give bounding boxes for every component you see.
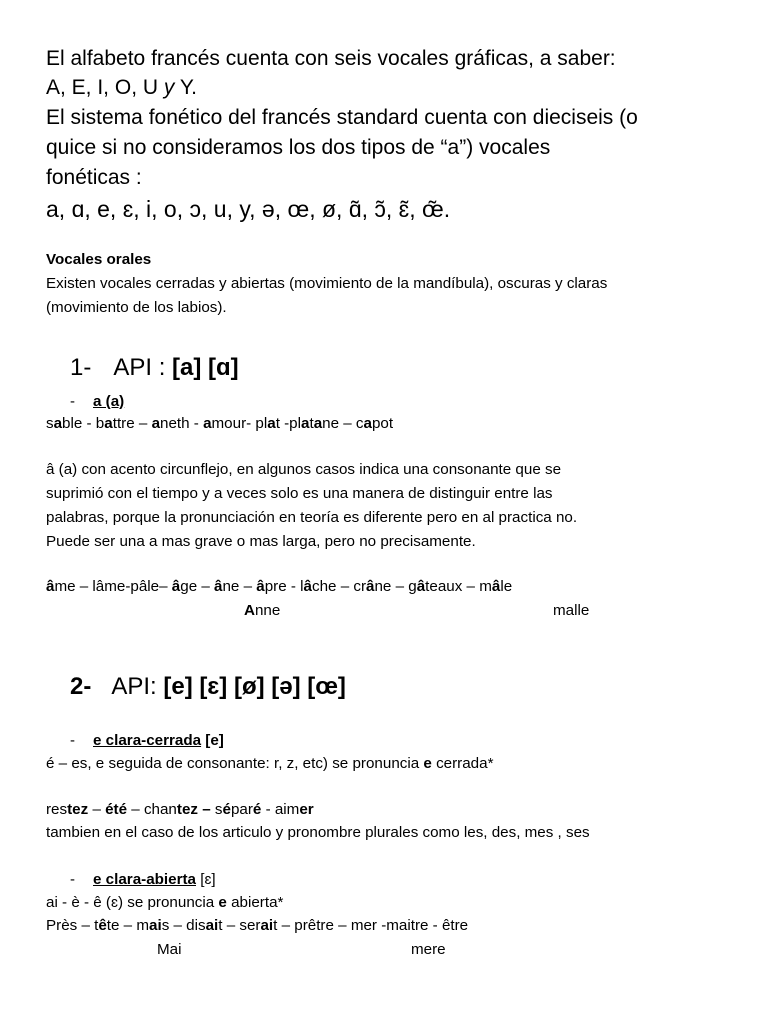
word-segment: ne – c bbox=[322, 415, 364, 432]
bold-vowel-segment: â bbox=[214, 578, 223, 595]
bullet-dash: - bbox=[70, 732, 75, 749]
subheading-e-abierta-label: e clara-abierta bbox=[93, 871, 196, 888]
intro-line-5: fonéticas : bbox=[46, 166, 142, 189]
word-segment: – chan bbox=[127, 801, 177, 818]
subheading-e-cerrada bbox=[93, 729, 224, 753]
section-2-api-label: API: bbox=[111, 673, 164, 700]
e-abierta-rule-text: ai - è - ê (ɛ) se pronuncia bbox=[46, 894, 219, 911]
bold-vowel-segment: tez bbox=[67, 801, 89, 818]
word-segment: s bbox=[210, 801, 223, 818]
subheading-e-cerrada-symbol: [e] bbox=[201, 732, 224, 749]
word-segment: ble - b bbox=[62, 415, 105, 432]
bold-vowel-segment: â bbox=[256, 578, 265, 595]
word-segment: ge – bbox=[180, 578, 215, 595]
e-cerrada-example-words bbox=[46, 798, 314, 822]
word-segment: teaux – m bbox=[425, 578, 492, 595]
section-2-number: 2- bbox=[70, 673, 92, 700]
malle-word: malle bbox=[553, 602, 590, 619]
section-2-heading bbox=[70, 673, 346, 701]
circumflex-paragraph-3: palabras, porque la pronunciación en teoría es diferente pero en al practica no. bbox=[46, 509, 578, 526]
bold-vowel-segment: é bbox=[222, 801, 231, 818]
section-1-ipa-symbols: [a] [ɑ] bbox=[172, 354, 239, 381]
e-abierta-rule bbox=[46, 891, 283, 915]
e-cerrada-note: tambien en el caso de los articulo y pronombre plurales como les, des, mes , ses bbox=[46, 824, 590, 841]
bold-vowel-segment: â bbox=[416, 578, 426, 595]
subheading-e-cerrada-label: e clara-cerrada bbox=[93, 732, 202, 749]
orales-text-2: (movimiento de los labios). bbox=[46, 299, 227, 316]
anne-word bbox=[244, 599, 280, 623]
bullet-dash: - bbox=[70, 871, 75, 888]
orales-heading: Vocales orales bbox=[46, 251, 152, 268]
subheading-a: a (a) bbox=[93, 393, 125, 410]
anne-rest: nne bbox=[254, 602, 281, 619]
word-segment: pot bbox=[371, 415, 394, 432]
bold-vowel-segment: ai bbox=[260, 917, 274, 934]
word-segment: Près – t bbox=[46, 917, 99, 934]
e-cerrada-rule-letter: e bbox=[423, 755, 432, 772]
intro-line-1: El alfabeto francés cuenta con seis vocales gráficas, a saber: bbox=[46, 47, 616, 70]
section-1-heading bbox=[70, 354, 239, 382]
bold-vowel-segment: a bbox=[267, 415, 276, 432]
bullet-dash: - bbox=[70, 393, 75, 410]
bold-vowel-segment: a bbox=[203, 415, 212, 432]
word-segment: me – lâme-pâle– bbox=[54, 578, 172, 595]
a-example-words bbox=[46, 412, 393, 436]
e-abierta-example-words bbox=[46, 914, 468, 938]
e-abierta-rule-end: abierta* bbox=[226, 894, 284, 911]
word-segment: t – prêtre – mer -maitre - être bbox=[273, 917, 469, 934]
intro-line-4: quice si no consideramos los dos tipos de “a”) vocales bbox=[46, 136, 551, 159]
bold-vowel-segment: a bbox=[301, 415, 310, 432]
word-segment: ttre – bbox=[112, 415, 152, 432]
bold-vowel-segment: ai bbox=[149, 917, 162, 934]
e-cerrada-rule bbox=[46, 752, 494, 776]
word-segment: pre - l bbox=[264, 578, 304, 595]
mere-word: mere bbox=[411, 941, 446, 958]
bold-vowel-segment: tez – bbox=[176, 801, 211, 818]
word-segment: t bbox=[309, 415, 314, 432]
subheading-e-abierta-symbol: [ɛ] bbox=[196, 871, 216, 888]
anne-bold-letter: A bbox=[244, 602, 255, 619]
bold-vowel-segment: â bbox=[46, 578, 55, 595]
word-segment: s – dis bbox=[161, 917, 206, 934]
bold-vowel-segment: ê bbox=[98, 917, 107, 934]
section-1-number: 1- bbox=[70, 354, 92, 381]
e-cerrada-rule-end: cerrada* bbox=[431, 755, 494, 772]
section-2-ipa-symbols: [e] [ɛ] [ø] [ə] [œ] bbox=[163, 673, 346, 700]
bold-vowel-segment: ai bbox=[205, 917, 219, 934]
bold-vowel-segment: été bbox=[105, 801, 128, 818]
bold-vowel-segment: a bbox=[104, 415, 113, 432]
word-segment: t -pl bbox=[275, 415, 302, 432]
intro-line-3: El sistema fonético del francés standard cuenta con dieciseis (o bbox=[46, 106, 638, 129]
word-segment: mour- pl bbox=[211, 415, 268, 432]
circumflex-paragraph-1: â (a) con acento circunflejo, en algunos casos indica una consonante que se bbox=[46, 461, 562, 478]
e-cerrada-rule-text: é – es, e seguida de consonante: r, z, etc) se pronuncia bbox=[46, 755, 424, 772]
word-segment: – bbox=[88, 801, 106, 818]
word-segment: s bbox=[46, 415, 54, 432]
bold-vowel-segment: a bbox=[151, 415, 161, 432]
word-segment: - aim bbox=[261, 801, 300, 818]
bold-vowel-segment: é bbox=[252, 801, 262, 818]
e-abierta-rule-letter: e bbox=[218, 894, 227, 911]
bold-vowel-segment: a bbox=[313, 415, 323, 432]
orales-text-1: Existen vocales cerradas y abiertas (movimiento de la mandíbula), oscuras y claras bbox=[46, 275, 608, 292]
intro-y-italic: y bbox=[163, 76, 175, 99]
word-segment: che – cr bbox=[312, 578, 367, 595]
circumflex-example-words bbox=[46, 575, 512, 599]
bold-vowel-segment: â bbox=[366, 578, 375, 595]
bold-vowel-segment: a bbox=[53, 415, 63, 432]
word-segment: par bbox=[230, 801, 253, 818]
word-segment: neth - bbox=[160, 415, 204, 432]
bold-vowel-segment: â bbox=[303, 578, 312, 595]
mai-word: Mai bbox=[157, 941, 182, 958]
intro-vowels: A, E, I, O, U bbox=[46, 76, 164, 99]
circumflex-paragraph-4: Puede ser una a mas grave o mas larga, pero no precisamente. bbox=[46, 533, 476, 550]
word-segment: ne – g bbox=[374, 578, 417, 595]
bold-vowel-segment: er bbox=[299, 801, 314, 818]
word-segment: te – m bbox=[106, 917, 150, 934]
bold-vowel-segment: â bbox=[171, 578, 181, 595]
word-segment: le bbox=[500, 578, 513, 595]
section-1-api-label: API : bbox=[113, 354, 173, 381]
word-segment: ne – bbox=[222, 578, 257, 595]
ipa-vowel-list: a, ɑ, e, ɛ, i, o, ɔ, u, y, ə, œ, ø, ɑ̃, ɔ̃, ɛ̃, œ̃. bbox=[46, 196, 451, 222]
subheading-e-abierta bbox=[93, 868, 216, 892]
intro-y-upper: Y. bbox=[174, 76, 197, 99]
bold-vowel-segment: â bbox=[491, 578, 501, 595]
intro-line-2 bbox=[46, 73, 197, 102]
bold-vowel-segment: a bbox=[363, 415, 372, 432]
word-segment: t – ser bbox=[218, 917, 261, 934]
circumflex-paragraph-2: suprimió con el tiempo y a veces solo es una manera de distinguir entre las bbox=[46, 485, 553, 502]
word-segment: res bbox=[46, 801, 68, 818]
